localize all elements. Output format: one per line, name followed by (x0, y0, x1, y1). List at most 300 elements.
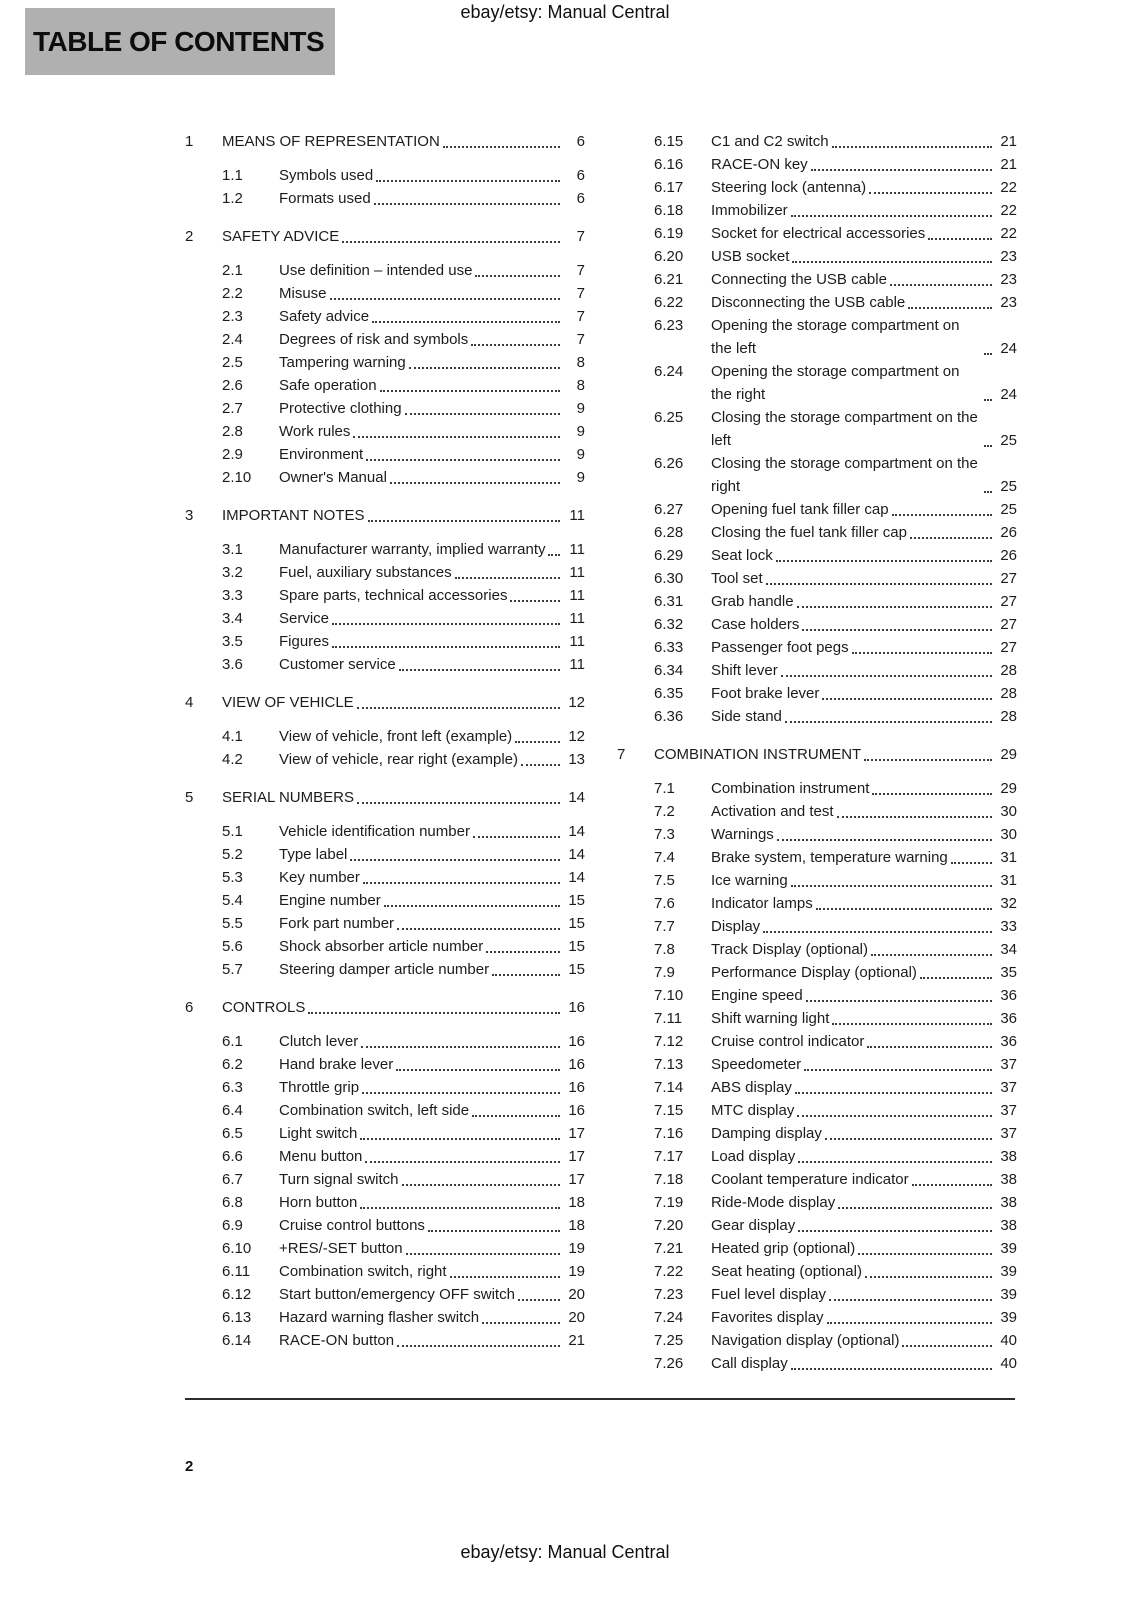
entry-number: 2.3 (222, 308, 243, 325)
entry-label: Misuse (279, 285, 327, 302)
entry-number: 4 (185, 694, 194, 711)
entry-page: 22 (1000, 202, 1017, 219)
entry-label: Steering lock (antenna) (711, 179, 867, 196)
entry-label: MTC display (711, 1102, 795, 1119)
toc-section-entry (617, 636, 1017, 659)
entry-label: Safe operation (279, 377, 377, 394)
leader-dots (984, 399, 992, 401)
toc-section-entry (617, 869, 1017, 892)
entry-page: 16 (568, 1033, 585, 1050)
leader-dots (486, 951, 560, 953)
toc-section-entry (185, 561, 585, 584)
leader-dots (472, 1115, 560, 1117)
entry-page: 9 (576, 469, 585, 486)
leader-dots (397, 1345, 560, 1347)
leader-dots (984, 445, 992, 447)
toc-section-entry (617, 1007, 1017, 1030)
toc-section-entry (185, 584, 585, 607)
entry-page: 27 (1000, 616, 1017, 633)
entry-page: 16 (568, 1079, 585, 1096)
entry-page: 38 (1000, 1148, 1017, 1165)
leader-dots (443, 146, 560, 148)
entry-label: Combination switch, left side (279, 1102, 470, 1119)
entry-page: 38 (1000, 1171, 1017, 1188)
toc-chapter-entry (185, 691, 585, 714)
leader-dots (984, 353, 992, 355)
entry-number: 7.12 (654, 1033, 684, 1050)
leader-dots (829, 1299, 992, 1301)
toc-section-entry (617, 1260, 1017, 1283)
entry-label: Speedometer (711, 1056, 802, 1073)
entry-page: 7 (576, 228, 585, 245)
leader-dots (858, 1253, 992, 1255)
leader-dots (871, 954, 992, 956)
entry-page: 17 (568, 1171, 585, 1188)
entry-label: Passenger foot pegs (711, 639, 849, 656)
entry-number: 4.2 (222, 751, 243, 768)
entry-page: 37 (1000, 1056, 1017, 1073)
entry-number: 2.1 (222, 262, 243, 279)
entry-number: 1.1 (222, 167, 243, 184)
toc-section-entry (185, 1329, 585, 1352)
toc-section-entry (185, 282, 585, 305)
toc-section-entry (617, 846, 1017, 869)
leader-dots (869, 192, 992, 194)
entry-label: +RES/-SET button (279, 1240, 403, 1257)
toc-column-right (617, 130, 1017, 1375)
entry-label: Cruise control buttons (279, 1217, 425, 1234)
entry-label: Grab handle (711, 593, 794, 610)
leader-dots (795, 1092, 992, 1094)
entry-number: 3.2 (222, 564, 243, 581)
entry-label: Cruise control indicator (711, 1033, 865, 1050)
leader-dots (798, 1230, 992, 1232)
leader-dots (475, 275, 560, 277)
entry-label: Fuel, auxiliary substances (279, 564, 452, 581)
toc-chapter-entry (185, 130, 585, 153)
leader-dots (360, 1207, 560, 1209)
toc-section-entry (617, 498, 1017, 521)
toc-section-entry (617, 915, 1017, 938)
entry-label: Shift lever (711, 662, 778, 679)
leader-dots (372, 321, 560, 323)
entry-number: 6.19 (654, 225, 684, 242)
toc-section-entry (185, 1099, 585, 1122)
entry-number: 5.7 (222, 961, 243, 978)
entry-label: CONTROLS (222, 999, 306, 1016)
leader-dots (832, 146, 992, 148)
entry-page: 18 (568, 1194, 585, 1211)
toc-section-entry (185, 305, 585, 328)
entry-label: Safety advice (279, 308, 370, 325)
toc-section-entry (185, 653, 585, 676)
entry-page: 11 (569, 541, 585, 558)
toc-section-entry (617, 1099, 1017, 1122)
entry-page: 30 (1000, 803, 1017, 820)
leader-dots (390, 482, 560, 484)
toc-section-entry (617, 938, 1017, 961)
entry-label: Display (711, 918, 761, 935)
toc-section-entry (617, 291, 1017, 314)
entry-label: Foot brake lever (711, 685, 820, 702)
leader-dots (515, 741, 560, 743)
entry-number: 3.6 (222, 656, 243, 673)
entry-number: 6.16 (654, 156, 684, 173)
entry-label: Warnings (711, 826, 774, 843)
leader-dots (363, 882, 560, 884)
leader-dots (518, 1299, 560, 1301)
footer-site-title: ebay/etsy: Manual Central (460, 1542, 670, 1562)
entry-page: 28 (1000, 685, 1017, 702)
entry-number: 7.16 (654, 1125, 684, 1142)
entry-label: Opening fuel tank filler cap (711, 501, 889, 518)
entry-number: 2 (185, 228, 194, 245)
entry-number: 7.8 (654, 941, 675, 958)
toc-section-entry (617, 314, 1017, 360)
entry-label: USB socket (711, 248, 790, 265)
entry-number: 6.36 (654, 708, 684, 725)
entry-number: 6.2 (222, 1056, 243, 1073)
toc-section-entry (617, 130, 1017, 153)
toc-section-entry (617, 268, 1017, 291)
entry-page: 11 (569, 656, 585, 673)
entry-number: 7.3 (654, 826, 675, 843)
toc-section-entry (185, 1191, 585, 1214)
toc-section-entry (185, 630, 585, 653)
leader-dots (872, 793, 992, 795)
entry-page: 8 (576, 354, 585, 371)
entry-page: 25 (1000, 432, 1017, 449)
entry-number: 5.1 (222, 823, 243, 840)
entry-number: 5 (185, 789, 194, 806)
entry-label: Opening the storage compartment on the right (711, 363, 960, 403)
entry-page: 8 (576, 377, 585, 394)
entry-number: 6.23 (654, 317, 684, 334)
leader-dots (984, 491, 992, 493)
entry-label: Engine number (279, 892, 381, 909)
entry-page: 28 (1000, 708, 1017, 725)
entry-label: Symbols used (279, 167, 374, 184)
leader-dots (406, 1253, 560, 1255)
leader-dots (405, 413, 560, 415)
toc-section-entry (185, 725, 585, 748)
entry-page: 31 (1000, 872, 1017, 889)
entry-page: 25 (1000, 501, 1017, 518)
entry-number: 3.3 (222, 587, 243, 604)
toc-section-entry (185, 328, 585, 351)
entry-page: 7 (576, 308, 585, 325)
entry-number: 6.15 (654, 133, 684, 150)
leader-dots (455, 577, 560, 579)
entry-page: 15 (568, 915, 585, 932)
leader-dots (763, 931, 992, 933)
entry-page: 20 (568, 1309, 585, 1326)
toc-section-entry (185, 1030, 585, 1053)
entry-number: 6.25 (654, 409, 684, 426)
entry-label: Brake system, temperature warning (711, 849, 948, 866)
entry-number: 6.11 (222, 1263, 251, 1280)
leader-dots (825, 1138, 992, 1140)
entry-label: Case holders (711, 616, 800, 633)
leader-dots (353, 436, 560, 438)
entry-number: 7.13 (654, 1056, 684, 1073)
leader-dots (908, 307, 992, 309)
entry-page: 37 (1000, 1102, 1017, 1119)
entry-label: Closing the fuel tank filler cap (711, 524, 907, 541)
leader-dots (951, 862, 992, 864)
toc-section-entry (185, 1306, 585, 1329)
toc-section-entry (185, 259, 585, 282)
leader-dots (791, 885, 992, 887)
entry-label: Formats used (279, 190, 371, 207)
entry-number: 1 (185, 133, 194, 150)
entry-page: 14 (568, 789, 585, 806)
toc-chapter-entry (185, 504, 585, 527)
entry-label: Horn button (279, 1194, 358, 1211)
entry-page: 14 (568, 869, 585, 886)
entry-number: 7.15 (654, 1102, 684, 1119)
entry-page: 16 (568, 1102, 585, 1119)
leader-dots (374, 203, 560, 205)
entry-number: 3 (185, 507, 194, 524)
leader-dots (360, 1138, 560, 1140)
entry-label: VIEW OF VEHICLE (222, 694, 354, 711)
entry-page: 37 (1000, 1125, 1017, 1142)
entry-page: 30 (1000, 826, 1017, 843)
entry-page: 9 (576, 400, 585, 417)
entry-label: Light switch (279, 1125, 358, 1142)
entry-number: 2.8 (222, 423, 243, 440)
toc-chapter-entry (185, 996, 585, 1019)
toc-section-entry (185, 1076, 585, 1099)
entry-number: 7.25 (654, 1332, 684, 1349)
leader-dots (797, 606, 992, 608)
entry-label: RACE-ON button (279, 1332, 395, 1349)
toc-section-entry (617, 199, 1017, 222)
leader-dots (910, 537, 992, 539)
leader-dots (798, 1161, 992, 1163)
entry-number: 7 (617, 746, 626, 763)
toc-section-entry (617, 1329, 1017, 1352)
toc-section-entry (617, 1352, 1017, 1375)
entry-label: Closing the storage compartment on the left (711, 409, 978, 449)
entry-label: Navigation display (optional) (711, 1332, 900, 1349)
entry-label: Environment (279, 446, 364, 463)
entry-number: 2.9 (222, 446, 243, 463)
leader-dots (362, 1092, 560, 1094)
leader-dots (482, 1322, 560, 1324)
entry-page: 36 (1000, 1033, 1017, 1050)
entry-label: RACE-ON key (711, 156, 808, 173)
entry-page: 6 (576, 133, 585, 150)
entry-label: Key number (279, 869, 360, 886)
toc-section-entry (185, 1053, 585, 1076)
entry-label: Engine speed (711, 987, 803, 1004)
entry-page: 23 (1000, 248, 1017, 265)
entry-number: 6.26 (654, 455, 684, 472)
leader-dots (384, 905, 560, 907)
leader-dots (366, 459, 560, 461)
entry-number: 6.4 (222, 1102, 243, 1119)
entry-number: 7.7 (654, 918, 675, 935)
entry-label: Fuel level display (711, 1286, 827, 1303)
entry-label: Connecting the USB cable (711, 271, 887, 288)
entry-number: 2.10 (222, 469, 252, 486)
entry-page: 36 (1000, 1010, 1017, 1027)
entry-label: Opening the storage compartment on the left (711, 317, 960, 357)
entry-label: Damping display (711, 1125, 822, 1142)
entry-number: 6.20 (654, 248, 684, 265)
leader-dots (332, 623, 560, 625)
entry-number: 4.1 (222, 728, 243, 745)
entry-page: 17 (568, 1125, 585, 1142)
entry-label: Type label (279, 846, 348, 863)
leader-dots (890, 284, 992, 286)
entry-page: 11 (569, 587, 585, 604)
entry-label: Vehicle identification number (279, 823, 470, 840)
leader-dots (852, 652, 992, 654)
header-site-title: ebay/etsy: Manual Central (460, 2, 670, 22)
entry-label: SAFETY ADVICE (222, 228, 340, 245)
leader-dots (816, 908, 992, 910)
entry-label: Performance Display (optional) (711, 964, 917, 981)
entry-label: Owner's Manual (279, 469, 387, 486)
entry-number: 6.28 (654, 524, 684, 541)
toc-section-entry (185, 1260, 585, 1283)
entry-label: C1 and C2 switch (711, 133, 829, 150)
footer-rule (185, 1398, 1015, 1400)
leader-dots (396, 1069, 560, 1071)
entry-number: 7.22 (654, 1263, 684, 1280)
toc-section-entry (185, 466, 585, 489)
leader-dots (864, 759, 992, 761)
entry-number: 6.17 (654, 179, 684, 196)
leader-dots (510, 600, 560, 602)
entry-page: 15 (568, 961, 585, 978)
leader-dots (402, 1184, 561, 1186)
entry-label: Tool set (711, 570, 763, 587)
entry-label: SERIAL NUMBERS (222, 789, 354, 806)
toc-chapter-entry (617, 743, 1017, 766)
leader-dots (892, 514, 992, 516)
entry-number: 6.35 (654, 685, 684, 702)
entry-page: 29 (1000, 746, 1017, 763)
entry-number: 6.7 (222, 1171, 243, 1188)
entry-number: 6.9 (222, 1217, 243, 1234)
entry-label: Closing the storage compartment on the right (711, 455, 978, 495)
entry-page: 11 (569, 564, 585, 581)
toc-section-entry (617, 961, 1017, 984)
entry-label: Immobilizer (711, 202, 788, 219)
entry-page: 18 (568, 1217, 585, 1234)
entry-label: Steering damper article number (279, 961, 490, 978)
entry-label: Clutch lever (279, 1033, 359, 1050)
page-number: 2 (185, 1458, 194, 1475)
entry-page: 19 (568, 1240, 585, 1257)
leader-dots (492, 974, 560, 976)
entry-label: Tampering warning (279, 354, 406, 371)
entry-page: 38 (1000, 1217, 1017, 1234)
entry-page: 22 (1000, 179, 1017, 196)
entry-number: 3.1 (222, 541, 243, 558)
toc-section-entry (617, 1191, 1017, 1214)
toc-section-entry (185, 397, 585, 420)
entry-page: 40 (1000, 1355, 1017, 1372)
entry-page: 26 (1000, 524, 1017, 541)
entry-page: 13 (568, 751, 585, 768)
entry-page: 22 (1000, 225, 1017, 242)
entry-page: 26 (1000, 547, 1017, 564)
entry-page: 19 (568, 1263, 585, 1280)
entry-page: 39 (1000, 1240, 1017, 1257)
toc-section-entry (617, 176, 1017, 199)
entry-number: 6.12 (222, 1286, 252, 1303)
toc-section-entry (617, 800, 1017, 823)
entry-label: Shift warning light (711, 1010, 830, 1027)
leader-dots (811, 169, 992, 171)
toc-section-entry (617, 1306, 1017, 1329)
toc-section-entry (617, 222, 1017, 245)
leader-dots (804, 1069, 992, 1071)
entry-number: 2.5 (222, 354, 243, 371)
entry-label: Menu button (279, 1148, 363, 1165)
entry-label: Spare parts, technical accessories (279, 587, 508, 604)
entry-number: 6.27 (654, 501, 684, 518)
toc-section-entry (617, 682, 1017, 705)
entry-page: 31 (1000, 849, 1017, 866)
entry-number: 7.21 (654, 1240, 684, 1257)
leader-dots (865, 1276, 992, 1278)
entry-number: 7.26 (654, 1355, 684, 1372)
entry-label: Ride-Mode display (711, 1194, 836, 1211)
toc-section-entry (185, 420, 585, 443)
entry-page: 9 (576, 446, 585, 463)
toc-section-entry (617, 1214, 1017, 1237)
entry-number: 7.9 (654, 964, 675, 981)
toc-section-entry (617, 777, 1017, 800)
entry-number: 7.19 (654, 1194, 684, 1211)
entry-number: 6.5 (222, 1125, 243, 1142)
entry-number: 6.34 (654, 662, 684, 679)
toc-section-entry (617, 567, 1017, 590)
entry-number: 6.1 (222, 1033, 243, 1050)
toc-section-entry (617, 705, 1017, 728)
toc-section-entry (617, 153, 1017, 176)
entry-number: 5.5 (222, 915, 243, 932)
toc-section-entry (617, 360, 1017, 406)
entry-label: ABS display (711, 1079, 792, 1096)
entry-number: 6.18 (654, 202, 684, 219)
entry-label: Favorites display (711, 1309, 824, 1326)
entry-number: 6.30 (654, 570, 684, 587)
entry-number: 7.2 (654, 803, 675, 820)
entry-page: 27 (1000, 639, 1017, 656)
toc (185, 130, 1017, 1375)
leader-dots (308, 1012, 560, 1014)
entry-label: Hand brake lever (279, 1056, 394, 1073)
leader-dots (837, 816, 992, 818)
entry-page: 28 (1000, 662, 1017, 679)
entry-label: Hazard warning flasher switch (279, 1309, 480, 1326)
leader-dots (797, 1115, 992, 1117)
entry-number: 7.20 (654, 1217, 684, 1234)
entry-label: COMBINATION INSTRUMENT (654, 746, 862, 763)
entry-page: 20 (568, 1286, 585, 1303)
entry-label: Shock absorber article number (279, 938, 484, 955)
leader-dots (792, 261, 992, 263)
entry-label: Start button/emergency OFF switch (279, 1286, 515, 1303)
toc-section-entry (185, 187, 585, 210)
